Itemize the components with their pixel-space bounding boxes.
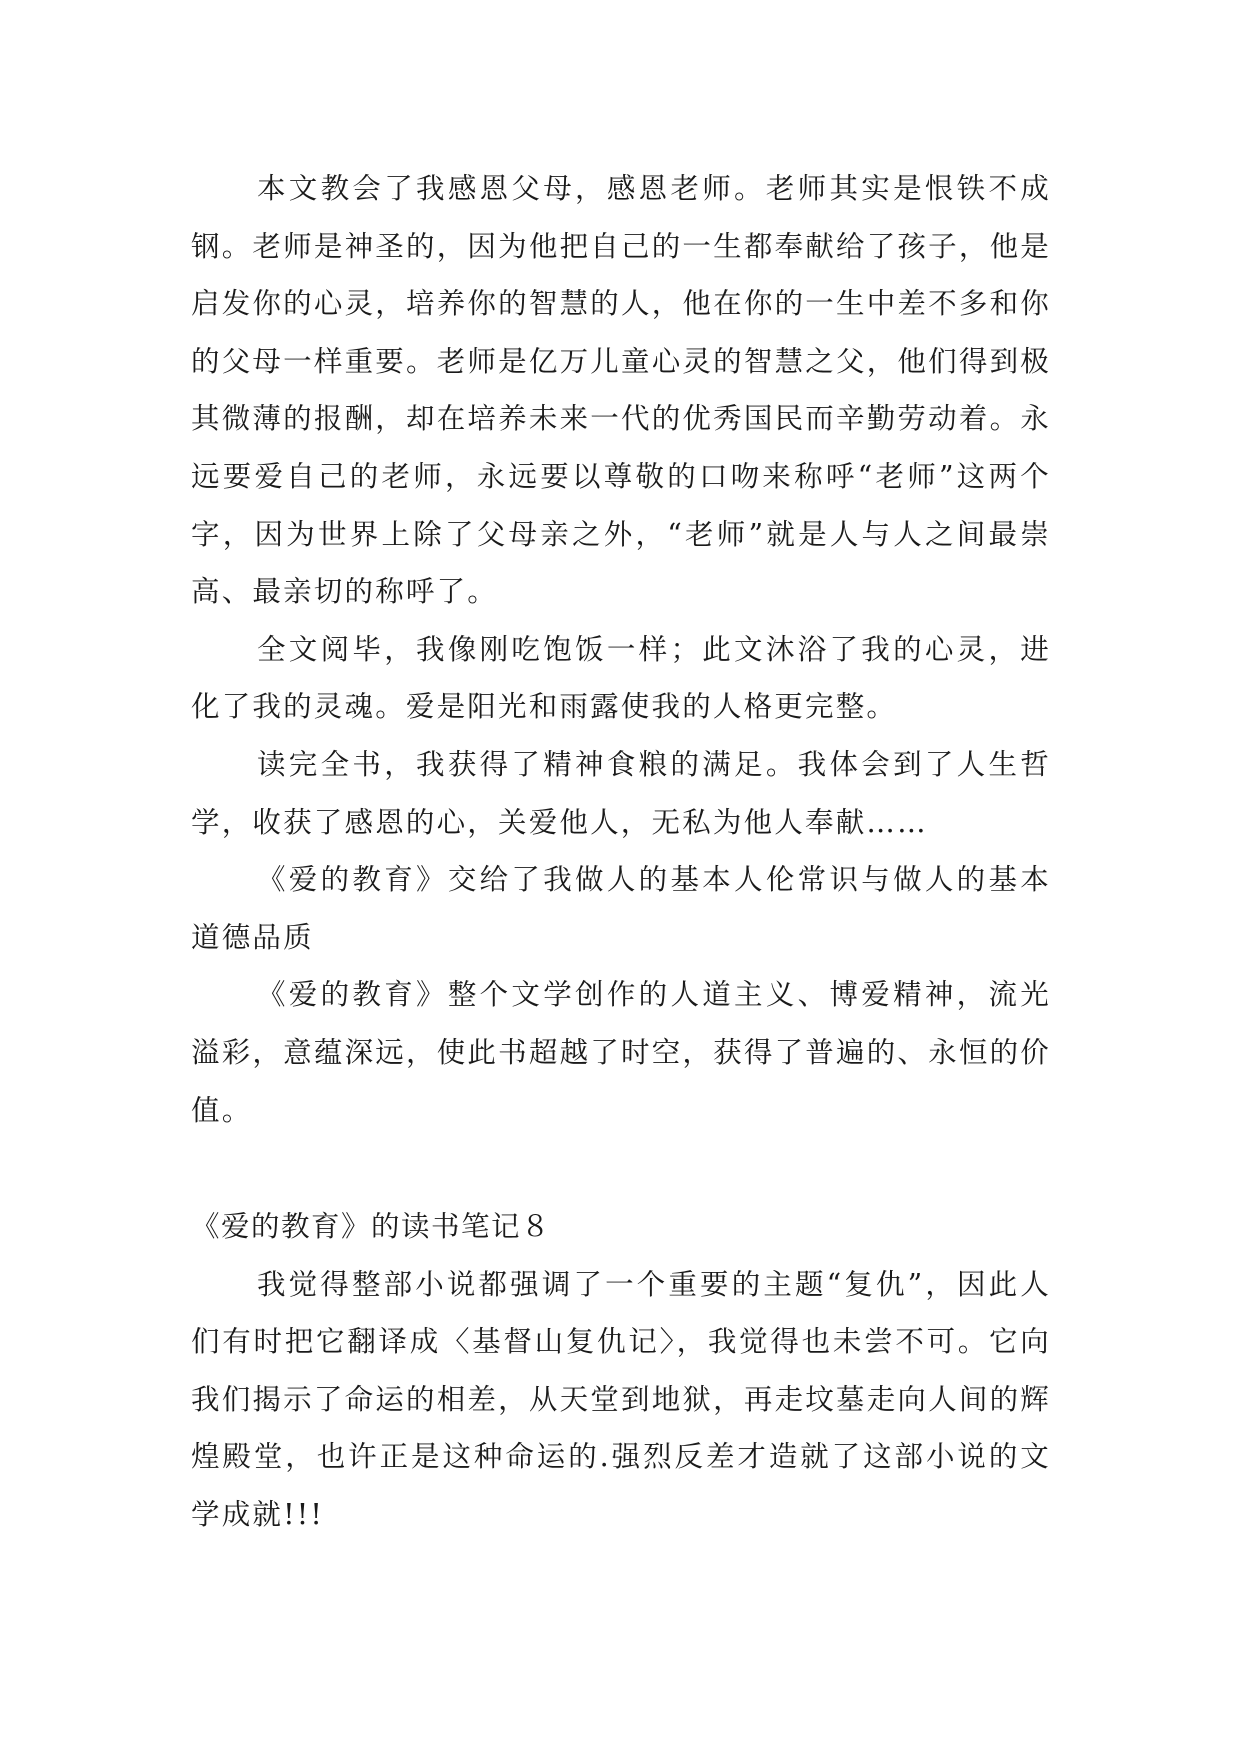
document-body	[191, 160, 1051, 1544]
section-title: 《爱的教育》的读书笔记８	[191, 1210, 552, 1244]
paragraph-revenge-theme: 我觉得整部小说都强调了一个重要的主题“复仇”，因此人们有时把它翻译成〈基督山复仇记〉，我觉得也未尝不可。它向我们揭示了命运的相差，从天堂到地狱，再走坟墓走向人间的辉煌殿堂，也许正是这种命运的.强烈反差才造就了这部小说的文学成就!!!	[191, 1267, 1051, 1532]
section-spacer	[191, 1139, 1051, 1198]
paragraph-basic-ethics: 《爱的教育》交给了我做人的基本人伦常识与做人的基本道德品质	[191, 863, 1051, 954]
paragraph-spiritual-food: 读完全书，我获得了精神食粮的满足。我体会到了人生哲学，收获了感恩的心，关爱他人，无私为他人奉献……	[191, 747, 1051, 839]
paragraph-gratitude-teachers: 本文教会了我感恩父母，感恩老师。老师其实是恨铁不成钢。老师是神圣的，因为他把自己的一生都奉献给了孩子，他是启发你的心灵，培养你的智慧的人，他在你的一生中差不多和你的父母一样重要。老师是亿万儿童心灵的智慧之父，他们得到极其微薄的报酬，却在培养未来一代的优秀国民而辛勤劳动着。永远要爱自己的老师，永远要以尊敬的口吻来称呼“老师”这两个字，因为世界上除了父母亲之外，“老师”就是人与人之间最崇高、最亲切的称呼了。	[191, 172, 1051, 609]
paragraph-soul-nourished: 全文阅毕，我像刚吃饱饭一样；此文沐浴了我的心灵，进化了我的灵魂。爱是阳光和雨露使我的人格更完整。	[191, 632, 1051, 724]
paragraph-humanism: 《爱的教育》整个文学创作的人道主义、博爱精神，流光溢彩，意蕴深远，使此书超越了时空，获得了普遍的、永恒的价值。	[191, 978, 1051, 1127]
